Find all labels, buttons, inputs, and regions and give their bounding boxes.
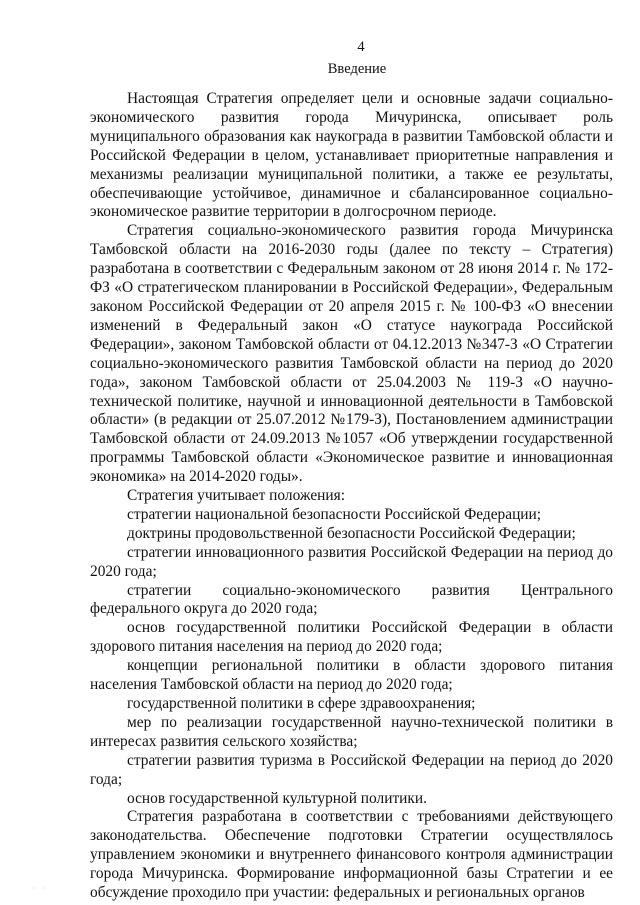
paragraph-legal-basis: Стратегия социально-экономического развития города Мичуринска Тамбовской области на 2016-2030 годы (далее по тексту – Стратегия) разработана в соответствии с Федеральным законом от 28 июня 2014 г. № 172-ФЗ «О стратегическом планировании в Российской Федерации», Федеральным законом Российской Федерации от 20 апреля 2015 г. № 100-ФЗ «О внесении изменений в Федеральный закон «О статусе наукограда Российской Федерации», законом Тамбовской области от 04.12.2013 №347-З «О Стратегии социально-экономического развития Тамбовской области на период до 2020 года», законом Тамбовской области от 25.04.2003 № 119-З «О научно-технической политике, научной и инновационной деятельности в Тамбовской области» (в редакции от 25.07.2012 №179-З), Постановлением администрации Тамбовской области от 24.09.2013 №1057 «Об утверждении государственной программы Тамбовской области «Экономическое развитие и инновационная экономика» на 2014-2020 годы». [90, 222, 613, 486]
list-item: государственной политики в сфере здравоохранения; [127, 695, 476, 712]
page-number: 4 [357, 39, 365, 55]
list-item: доктрины продовольственной безопасности Российской Федерации; [127, 524, 576, 542]
scan-mark: · · [32, 884, 49, 893]
section-heading: Введение [327, 61, 387, 77]
list-item: стратегии инновационного развития Российской Федерации на период до 2020 года; [90, 543, 613, 580]
paragraph-provisions-lead: Стратегия учитывает положения: [127, 487, 345, 505]
list-item: стратегии социально-экономического развития Центрального федерального округа до 2020 года; [90, 581, 613, 618]
paragraph-intro: Настоящая Стратегия определяет цели и основные задачи социально-экономического развития города Мичуринска, описывает роль муниципального образования как наукограда в развитии Тамбовской области и Российской Федерации в целом, устанавливает приоритетные направления и механизмы реализации муниципальной политики, а также ее результаты, обеспечивающие устойчивое, динамичное и сбалансированное социально-экономическое развитие территории в долгосрочном периоде. [90, 90, 613, 221]
body-text [90, 90, 613, 903]
paragraph-development: Стратегия разработана в соответствии с требованиями действующего законодательства. Обеспечение подготовки Стратегии осуществлялось управлением экономики и внутреннего финансового контроля администрации города Мичуринска. Формирование информационной базы Стратегии и ее обсуждение проходило при участии: федеральных и региональных органов [90, 808, 613, 902]
list-item: концепции региональной политики в области здорового питания населения Тамбовской области на период до 2020 года; [90, 657, 613, 694]
list-item: стратегии национальной безопасности Российской Федерации; [127, 505, 542, 523]
list-item: основ государственной культурной политики. [127, 789, 427, 807]
list-item: мер по реализации государственной научно-технической политики в интересах развития сельского хозяйства; [90, 713, 613, 750]
list-item: стратегии развития туризма в Российской Федерации на период до 2020 года; [90, 751, 613, 788]
list-item: основ государственной политики Российской Федерации в области здорового питания населения на период до 2020 года; [90, 619, 613, 656]
